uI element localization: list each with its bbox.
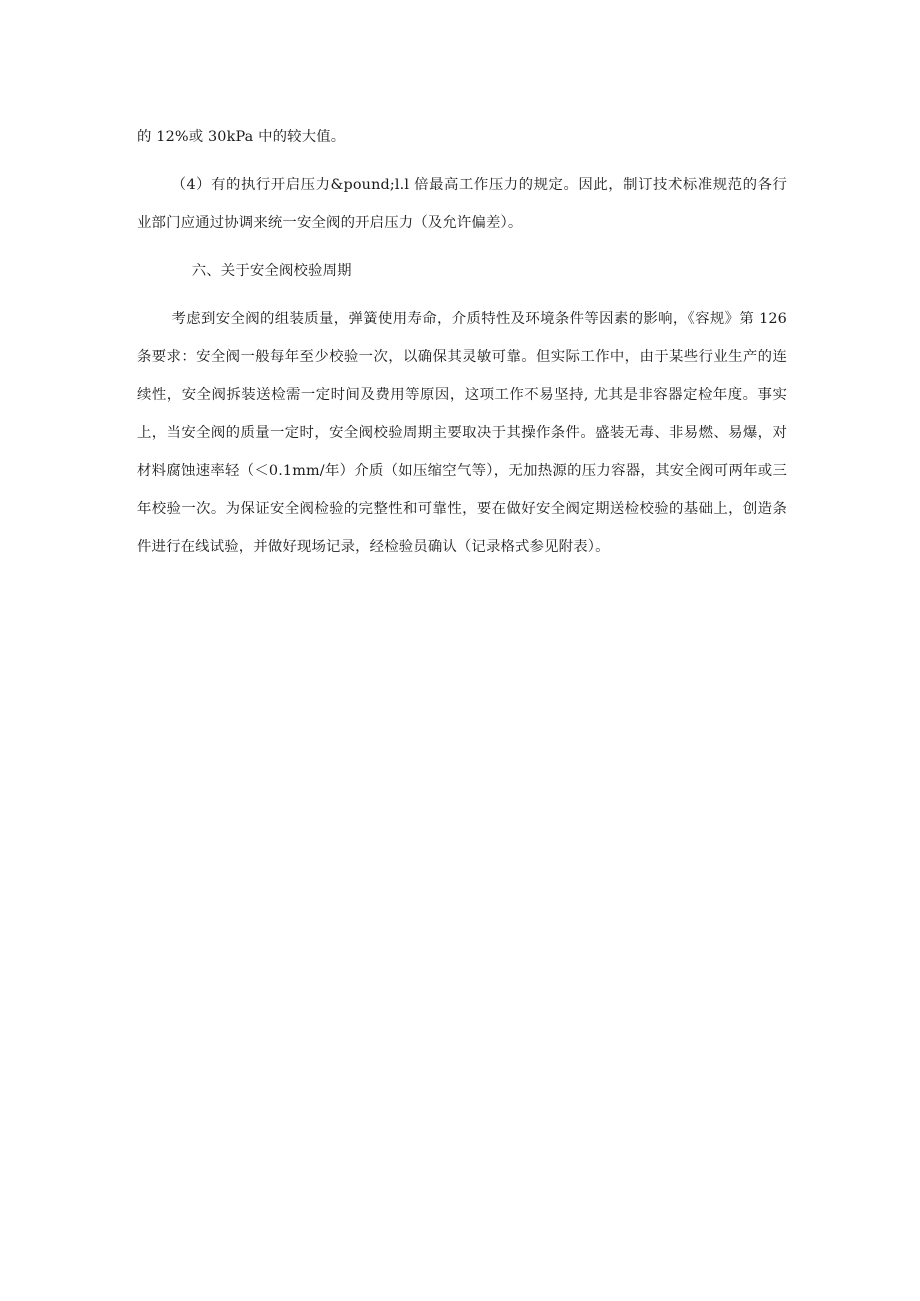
paragraph-calibration-period: 考虑到安全阀的组装质量，弹簧使用寿命，介质特性及环境条件等因素的影响，《容规》第 126 条要求：安全阀一般每年至少校验一次，以确保其灵敏可靠。但实际工作中，由于某些行业生产的连续性，安全阀拆装送检需一定时间及费用等原因，这项工作不易坚持, 尤其是非容器定检年度。事实上，当安全阀的质量一定时，安全阀校验周期主要取决于其操作条件。盛装无毒、非易燃、易爆，对材料腐蚀速率轻（＜0.1mm/年）介质（如压缩空气等），无加热源的压力容器，其安全阀可两年或三年校验一次。为保证安全阀检验的完整性和可靠性，要在做好安全阀定期送检校验的基础上，创造条件进行在线试验，并做好现场记录，经检验员确认（记录格式参见附表）。 — [137, 311, 787, 555]
document-body — [137, 118, 787, 576]
paragraph-item-4: （4）有的执行开启压力&pound;l.l 倍最高工作压力的规定。因此，制订技术标准规范的各行业部门应通过协调来统一安全阀的开启压力（及允许偏差）。 — [137, 177, 787, 231]
paragraph-continuation: 的 12%或 30kPa 中的较大值。 — [137, 129, 346, 145]
section-heading-6: 六、关于安全阀校验周期 — [191, 263, 352, 279]
